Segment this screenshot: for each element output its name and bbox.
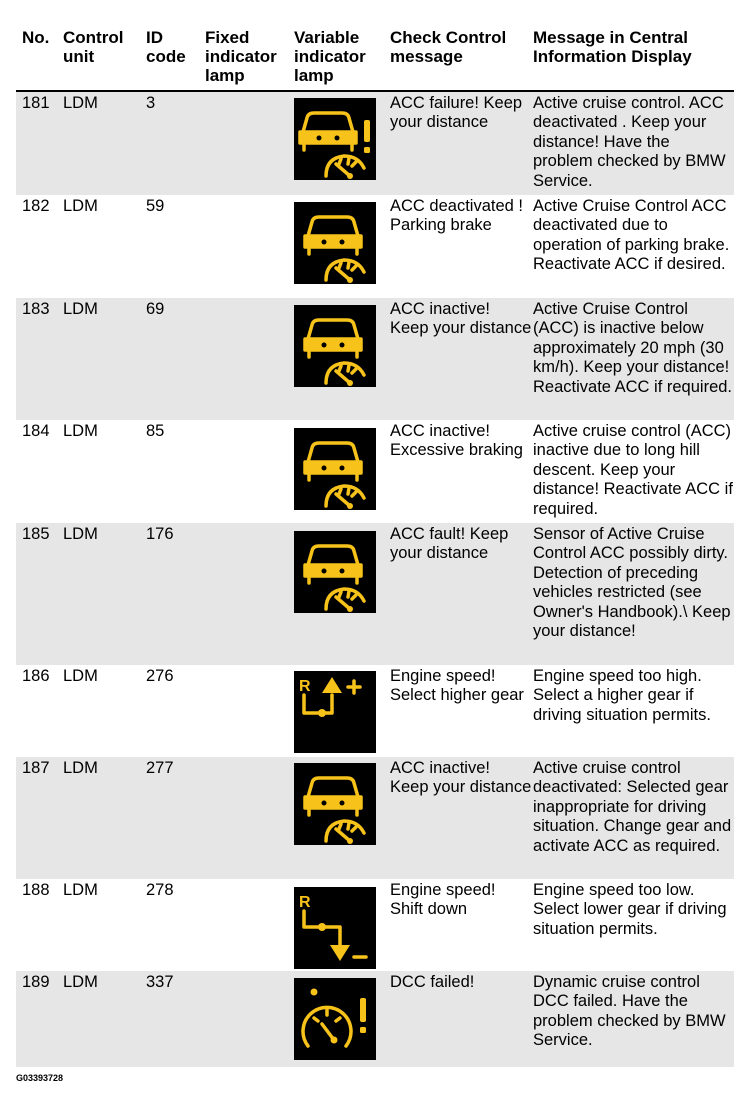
acc-car-icon: [294, 305, 376, 387]
control-unit: LDM: [63, 667, 98, 685]
id-code: 85: [146, 422, 165, 440]
row-number: 189: [22, 973, 50, 991]
table-row: [16, 298, 734, 420]
row-number: 183: [22, 300, 50, 318]
id-code: 337: [146, 973, 174, 991]
check-control-message: ACC deactivated ! Parking brake: [390, 197, 523, 235]
control-unit: LDM: [63, 973, 98, 991]
table-row: [16, 195, 734, 298]
id-code: 59: [146, 197, 165, 215]
row-number: 184: [22, 422, 50, 440]
header-fixed-lamp: Fixed indicator lamp: [205, 28, 277, 85]
central-display-message: Active cruise control. ACC deactivated . Keep your distance! Have the problem checked by BMW Service.: [533, 94, 726, 190]
table-row: [16, 757, 734, 879]
header-central-display: Message in Central Information Display: [533, 28, 692, 66]
id-code: 69: [146, 300, 165, 318]
row-number: 188: [22, 881, 50, 899]
check-control-message: Engine speed! Select higher gear: [390, 667, 524, 705]
central-display-message: Active cruise control deactivated: Selected gear inappropriate for driving situation. Change gear and activate ACC as required.: [533, 759, 732, 855]
control-unit: LDM: [63, 422, 98, 440]
acc-car-icon: [294, 428, 376, 510]
table-row: [16, 523, 734, 665]
header-control-unit: Control unit: [63, 28, 124, 66]
row-number: 185: [22, 525, 50, 543]
header-check-control: Check Control message: [390, 28, 507, 66]
central-display-message: Active Cruise Control (ACC) is inactive below approximately 20 mph (30 km/h). Keep your distance! Reactivate ACC if required.: [533, 300, 733, 396]
control-unit: LDM: [63, 300, 98, 318]
table-row: [16, 879, 734, 971]
acc-car-icon: [294, 202, 376, 284]
shift-up-icon: [294, 671, 376, 753]
row-number: 186: [22, 667, 50, 685]
dcc-warning-icon: [294, 978, 376, 1060]
id-code: 276: [146, 667, 174, 685]
check-control-message: ACC failure! Keep your distance: [390, 94, 523, 132]
header-variable-lamp: Variable indicator lamp: [294, 28, 366, 85]
control-unit: LDM: [63, 94, 98, 112]
table-row: [16, 971, 734, 1067]
check-control-message: ACC inactive! Keep your distance: [390, 759, 532, 797]
row-number: 181: [22, 94, 50, 112]
central-display-message: Sensor of Active Cruise Control ACC possibly dirty. Detection of preceding vehicles restricted (see Owner's Handbook).\ Keep your distance!: [533, 525, 731, 641]
table-row: [16, 665, 734, 757]
id-code: 3: [146, 94, 156, 112]
figure-id: G03393728: [16, 1073, 64, 1083]
check-control-message: DCC failed!: [390, 973, 475, 991]
control-unit: LDM: [63, 525, 98, 543]
acc-car-warning-icon: [294, 98, 376, 180]
id-code: 176: [146, 525, 174, 543]
shift-down-icon: [294, 887, 376, 969]
check-control-message: ACC inactive! Excessive braking: [390, 422, 523, 460]
svg-text:R: R: [299, 678, 311, 695]
row-number: 187: [22, 759, 50, 777]
table-row: [16, 420, 734, 523]
table-row: [16, 92, 734, 195]
control-unit: LDM: [63, 197, 98, 215]
central-display-message: Dynamic cruise control DCC failed. Have the problem checked by BMW Service.: [533, 973, 726, 1050]
table-header: [0, 0, 750, 92]
header-id-code: ID code: [146, 28, 186, 66]
check-control-message: Engine speed! Shift down: [390, 881, 496, 919]
header-no: No.: [22, 28, 50, 47]
acc-car-icon: [294, 763, 376, 845]
check-control-message: ACC inactive! Keep your distance: [390, 300, 532, 338]
row-number: 182: [22, 197, 50, 215]
id-code: 277: [146, 759, 174, 777]
control-unit: LDM: [63, 881, 98, 899]
central-display-message: Active Cruise Control ACC deactivated due to operation of parking brake. Reactivate ACC if desired.: [533, 197, 730, 274]
central-display-message: Engine speed too low. Select lower gear if driving situation permits.: [533, 881, 727, 938]
central-display-message: Engine speed too high. Select a higher gear if driving situation permits.: [533, 667, 711, 724]
svg-text:R: R: [299, 894, 311, 911]
id-code: 278: [146, 881, 174, 899]
control-unit: LDM: [63, 759, 98, 777]
check-control-message: ACC fault! Keep your distance: [390, 525, 509, 563]
central-display-message: Active cruise control (ACC) inactive due to long hill descent. Keep your distance! Reactivate ACC if required.: [533, 422, 733, 518]
acc-car-icon: [294, 531, 376, 613]
